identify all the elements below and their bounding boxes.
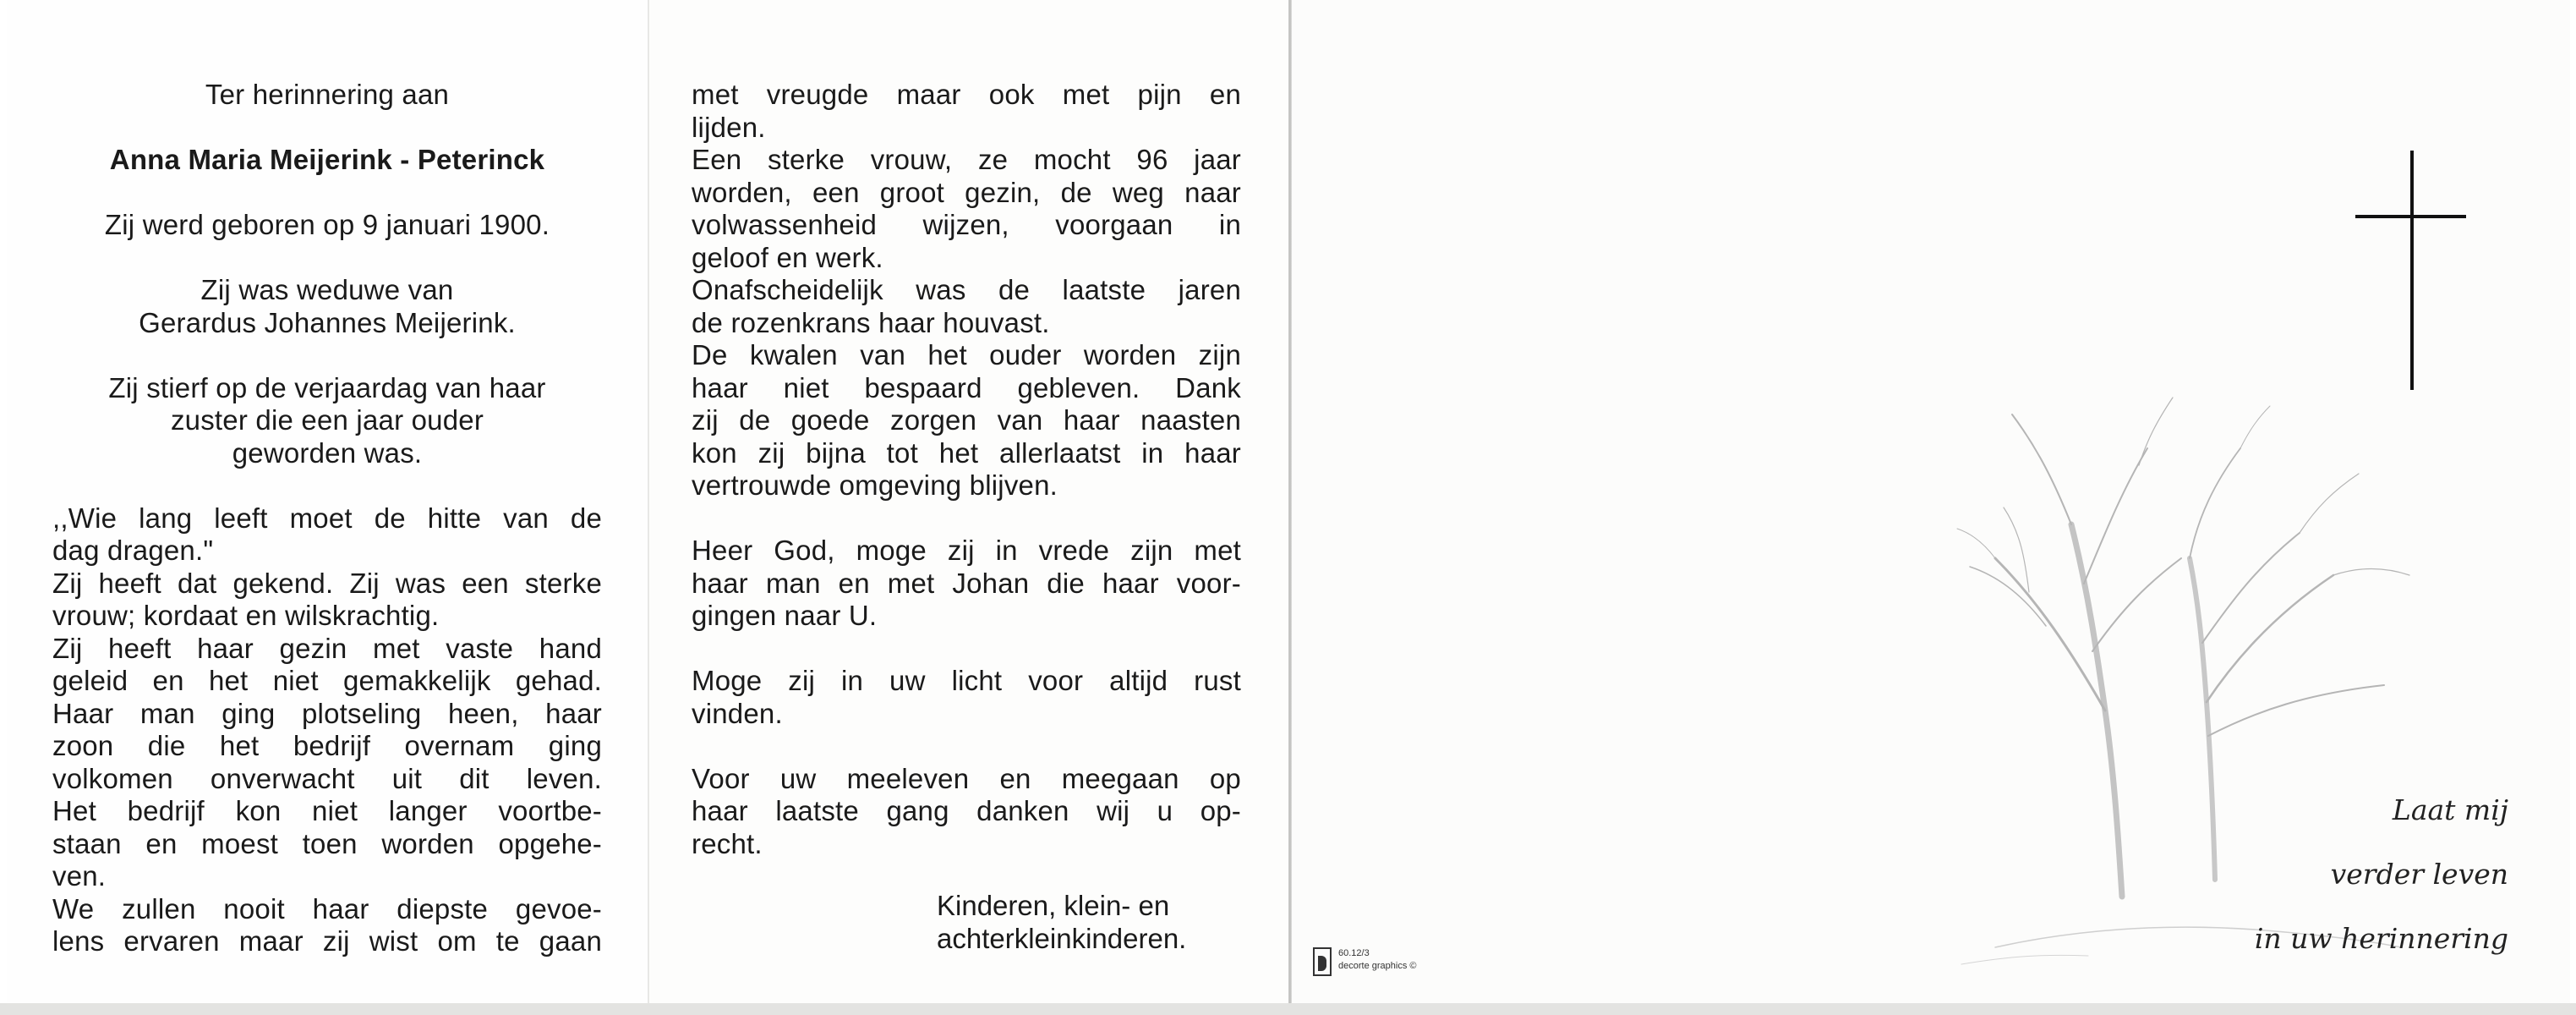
text-line: lijden. xyxy=(692,111,766,143)
cover-verse-line-3: in uw herinnering xyxy=(2254,922,2508,955)
memorial-text-column-2 xyxy=(692,79,1241,860)
signature-line-1: Kinderen, klein- en xyxy=(937,890,1170,921)
intro-line: Ter herinnering aan xyxy=(205,79,450,110)
text-line: Het bedrijf kon niet langer voortbe- xyxy=(52,795,602,826)
text-line: kon zij bijna tot het allerlaatst in haar xyxy=(692,436,1241,469)
text-line: Een sterke vrouw, ze mocht 96 jaar xyxy=(692,144,1241,175)
printer-brand: decorte graphics © xyxy=(1338,961,1417,971)
text-line: met vreugde maar ook met pijn en xyxy=(692,79,1241,110)
biography-paragraph xyxy=(52,502,602,958)
text-line: haar niet bespaard gebleven. Dank xyxy=(692,371,1241,403)
text-line: worden, een groot gezin, de weg naar xyxy=(692,176,1241,208)
printer-logo-icon xyxy=(1313,947,1332,976)
text-line: haar laatste gang danken wij u op- xyxy=(692,795,1241,826)
text-line: De kwalen van het ouder worden zijn xyxy=(692,339,1241,370)
text-line: zoon die het bedrijf overnam ging xyxy=(52,730,602,761)
memorial-text-column-1 xyxy=(52,79,602,958)
signature-line-2: achterkleinkinderen. xyxy=(937,922,1187,954)
cover-verse-line-2: verder leven xyxy=(2330,858,2508,891)
cover-verse-line-1: Laat mij xyxy=(2392,793,2508,826)
text-line: Onafscheidelijk was de laatste jaren xyxy=(692,274,1241,305)
cross-icon xyxy=(2410,151,2414,390)
text-line: de rozenkrans haar houvast. xyxy=(692,306,1050,338)
text-line: Zij heeft dat gekend. Zij was een sterke xyxy=(52,567,602,599)
text-line: We zullen nooit haar diepste gevoe- xyxy=(52,892,602,924)
widow-line-1: Zij was weduwe van xyxy=(200,274,454,305)
text-line: recht. xyxy=(692,827,763,859)
biography-continued xyxy=(692,79,1241,502)
text-line: Moge zij in uw licht voor altijd rust xyxy=(692,665,1241,696)
blessing-paragraph xyxy=(692,665,1241,730)
birth-line: Zij werd geboren op 9 januari 1900. xyxy=(104,209,550,240)
text-line: Zij heeft haar gezin met vaste hand xyxy=(52,632,602,664)
product-code: 60.12/3 xyxy=(1338,948,1370,958)
text-line: staan en moest toen worden opgehe- xyxy=(52,827,602,859)
text-line: gingen naar U. xyxy=(692,600,878,631)
text-line: haar man en met Johan die haar voor- xyxy=(692,567,1241,599)
death-line-2: zuster die een jaar ouder xyxy=(170,404,484,436)
text-line: Haar man ging plotseling heen, haar xyxy=(52,697,602,729)
deceased-name: Anna Maria Meijerink - Peterinck xyxy=(109,144,545,175)
scan-bottom-edge xyxy=(0,1003,2576,1015)
text-line: geleid en het niet gemakkelijk gehad. xyxy=(52,665,602,696)
text-line: zij de goede zorgen van haar naasten xyxy=(692,404,1241,436)
fold-line-main xyxy=(1288,0,1292,1015)
text-line: ven. xyxy=(52,860,107,892)
cross-icon-bar xyxy=(2355,215,2466,218)
text-line: Voor uw meeleven en meegaan op xyxy=(692,762,1241,794)
text-line: lens ervaren maar zij wist om te gaan xyxy=(52,925,602,957)
text-line: vertrouwde omgeving blijven. xyxy=(692,469,1058,501)
death-line-1: Zij stierf op de verjaardag van haar xyxy=(108,371,546,403)
text-line: geloof en werk. xyxy=(692,241,883,273)
text-line: ,,Wie lang leeft moet de hitte van de xyxy=(52,502,602,534)
text-line: volwassenheid wijzen, voorgaan in xyxy=(692,209,1241,240)
prayer-paragraph xyxy=(692,535,1241,633)
text-line: vinden. xyxy=(692,697,783,729)
widow-line-2: Gerardus Johannes Meijerink. xyxy=(139,306,516,338)
fold-line-inner xyxy=(648,0,649,1015)
signature-block xyxy=(937,890,1258,955)
text-line: vrouw; kordaat en wilskrachtig. xyxy=(52,600,440,631)
death-line-3: geworden was. xyxy=(232,436,423,469)
text-line: volkomen onverwacht uit dit leven. xyxy=(52,762,602,794)
text-line: Heer God, moge zij in vrede zijn met xyxy=(692,535,1241,566)
thanks-paragraph xyxy=(692,763,1241,861)
text-line: dag dragen." xyxy=(52,535,214,566)
